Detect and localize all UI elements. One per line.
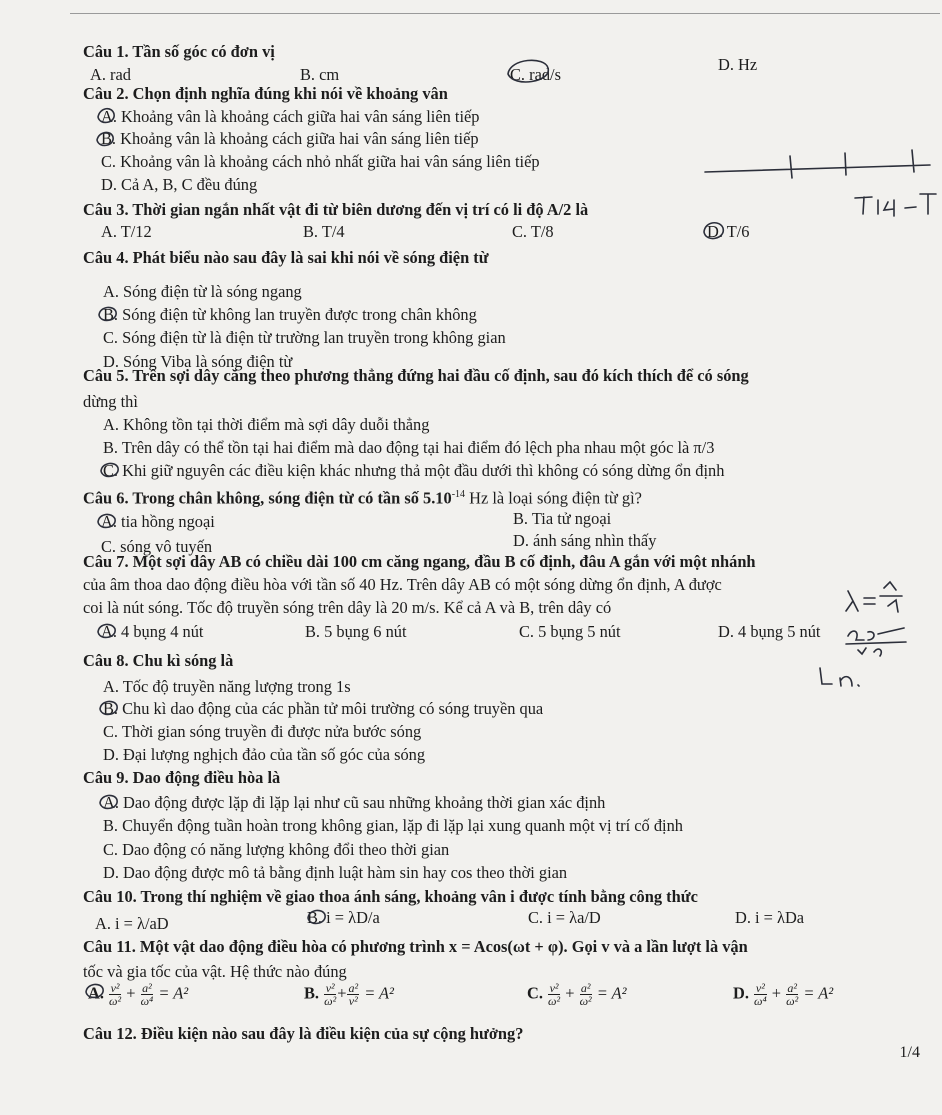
q1-option-c: C. rad/s xyxy=(510,65,561,84)
circle-q2-b xyxy=(97,132,113,145)
q6-option-b: B. Tia tử ngoại xyxy=(513,509,612,528)
sketch-line xyxy=(705,150,930,178)
q6-stem: Câu 6. Trong chân không, sóng điện từ có tần số $5.10^{-14}$ Hz là loại sóng điện từ gì? xyxy=(83,488,642,508)
q9-option-b: B. Chuyển động tuần hoàn trong không gian, lặp đi lặp lại xung quanh một vị trí cố định xyxy=(103,816,683,835)
q3-option-d: D. T/6 xyxy=(707,222,750,241)
q12-stem: Câu 12. Điều kiện nào sau đây là điều kiện của sự cộng hưởng? xyxy=(83,1024,524,1043)
circle-q4-b xyxy=(99,307,116,320)
q11-option-a: A. $\frac{\text{v²}}{\text{ω²}}$ + $\frac{\text{a²}}{\text{ω⁴}}$ = A² xyxy=(88,981,189,1008)
q11-stem-2: tốc và gia tốc của vật. Hệ thức nào đúng xyxy=(83,962,347,981)
q10-option-d: D. i = λDa xyxy=(735,908,805,927)
q6-option-c: C. sóng vô tuyến xyxy=(101,537,213,556)
q10-option-c: C. i = λa/D xyxy=(528,908,601,927)
q5-option-b: B. Trên dây có thể tồn tại hai điểm mà dao động tại hai điểm đó lệch pha nhau một góc là π/3 xyxy=(103,438,715,457)
circle-q3-d xyxy=(704,223,723,239)
q1-stem: Câu 1. Tần số góc có đơn vị xyxy=(83,42,275,61)
q6-exponent: -14 xyxy=(451,489,466,500)
q3-option-c: C. T/8 xyxy=(512,222,554,241)
circle-q1-c xyxy=(508,60,548,82)
q7-option-d: D. 4 bụng 5 nút xyxy=(718,622,821,641)
sketch-fraction xyxy=(846,628,906,656)
q6-option-d: D. ánh sáng nhìn thấy xyxy=(513,531,657,550)
sketch-l-n xyxy=(820,668,859,686)
q2-option-c: C. Khoảng vân là khoảng cách nhỏ nhất giữa hai vân sáng liên tiếp xyxy=(101,152,540,171)
q5-stem-2: dừng thì xyxy=(83,392,138,411)
frac-a2-w4: $\frac{\text{a²}}{\text{ω⁴}}$ xyxy=(140,981,154,1008)
q7-stem-3: coi là nút sóng. Tốc độ truyền sóng trên dây là 20 m/s. Kể cả A và B, trên dây có xyxy=(83,598,612,617)
q8-option-c: C. Thời gian sóng truyền đi được nửa bước sóng xyxy=(103,722,422,741)
circle-q9-a xyxy=(100,795,117,808)
circle-q2-a xyxy=(98,109,114,123)
frac-v2-w2: $\frac{\text{v²}}{\text{ω²}}$ xyxy=(109,981,122,1008)
q10-option-b: B. i = λD/a xyxy=(307,908,380,927)
q7-option-b: B. 5 bụng 6 nút xyxy=(305,622,407,641)
circle-q10-b xyxy=(308,910,325,923)
q4-stem: Câu 4. Phát biểu nào sau đây là sai khi nói về sóng điện từ xyxy=(83,248,489,267)
q4-option-a: A. Sóng điện từ là sóng ngang xyxy=(103,282,302,301)
q5-stem: Câu 5. Trên sợi dây căng theo phương thẳng đứng hai đầu cố định, sau đó kích thích để có sóng xyxy=(83,366,749,385)
q6-option-a: A. tia hồng ngoại xyxy=(101,512,215,531)
circle-q5-c xyxy=(101,463,118,476)
q11-option-d: D. $\frac{\text{v²}}{\text{ω⁴}}$ + $\frac{\text{a²}}{\text{ω²}}$ = A² xyxy=(733,981,834,1008)
q8-stem: Câu 8. Chu kì sóng là xyxy=(83,651,234,670)
q8-option-b: B. Chu kì dao động của các phần tử môi trường có sóng truyền qua xyxy=(103,699,544,718)
q7-option-c: C. 5 bụng 5 nút xyxy=(519,622,621,641)
q11-option-c: C. $\frac{\text{v²}}{\text{ω²}}$ + $\frac{\text{a²}}{\text{ω²}}$ = A² xyxy=(527,981,627,1008)
q1-option-d: D. Hz xyxy=(718,55,758,74)
q1-option-b: B. cm xyxy=(300,65,340,84)
q5-option-a: A. Không tồn tại thời điểm mà sợi dây duỗi thẳng xyxy=(103,415,430,434)
q9-option-a: A. Dao động được lặp đi lặp lại như cũ sau những khoảng thời gian xác định xyxy=(103,793,606,812)
q11-option-b: B. $\frac{\text{v²}}{\text{ω²}}$ + $\frac{\text{a²}}{\text{v²}}$ = A² xyxy=(304,981,394,1008)
q2-option-a: A. Khoảng vân là khoảng cách giữa hai vân sáng liên tiếp xyxy=(101,107,480,126)
q4-option-b: B. Sóng điện từ không lan truyền được trong chân không xyxy=(103,305,477,324)
q7-option-a: A. 4 bụng 4 nút xyxy=(101,622,204,641)
q3-option-b: B. T/4 xyxy=(303,222,345,241)
q9-option-d: D. Dao động được mô tả bằng định luật hàm sin hay cos theo thời gian xyxy=(103,863,568,882)
q2-option-b: B. Khoảng vân là khoảng cách giữa hai vân sáng liên tiếp xyxy=(101,129,479,148)
q3-stem: Câu 3. Thời gian ngắn nhất vật đi từ biên dương đến vị trí có li độ A/2 là xyxy=(83,200,589,219)
q7-stem-2: của âm thoa dao động điều hòa với tần số 40 Hz. Trên dây AB có một sóng dừng ổn định, A được xyxy=(83,575,722,594)
q1-option-a: A. rad xyxy=(90,65,131,84)
sketch-lambda-eq xyxy=(846,582,902,612)
q6-stem-tail: Hz là loại sóng điện từ gì? xyxy=(465,488,642,508)
q4-option-c: C. Sóng điện từ là điện từ trường lan truyền trong không gian xyxy=(103,328,506,347)
q9-stem: Câu 9. Dao động điều hòa là xyxy=(83,768,281,787)
sketch-t14 xyxy=(855,194,936,216)
q8-option-a: A. Tốc độ truyền năng lượng trong 1s xyxy=(103,677,351,696)
q8-option-d: D. Đại lượng nghịch đảo của tần số góc của sóng xyxy=(103,745,426,764)
q11-stem: Câu 11. Một vật dao động điều hòa có phương trình x = Acos(ωt + φ). Gọi v và a lần lượt là vận xyxy=(83,937,748,956)
q4-option-d: D. Sóng Viba là sóng điện từ xyxy=(103,352,293,371)
q7-stem: Câu 7. Một sợi dây AB có chiều dài 100 cm căng ngang, đầu B cố định, đâu A gắn với một nhánh xyxy=(83,552,756,571)
q10-option-a: A. i = λ/aD xyxy=(95,914,169,933)
page-number: 1/4 xyxy=(899,1044,920,1061)
q5-option-c: C. Khi giữ nguyên các điều kiện khác nhưng thả một đầu dưới thì không có sóng dừng ổn định xyxy=(103,461,725,480)
q3-option-a: A. T/12 xyxy=(101,222,152,241)
q9-option-c: C. Dao động có năng lượng không đổi theo thời gian xyxy=(103,840,450,859)
circle-q11-a xyxy=(86,984,103,997)
circle-q7-a xyxy=(98,624,115,637)
q2-stem: Câu 2. Chọn định nghĩa đúng khi nói về khoảng vân xyxy=(83,84,448,103)
q10-stem: Câu 10. Trong thí nghiệm về giao thoa ánh sáng, khoảng vân i được tính bằng công thức xyxy=(83,887,698,906)
circle-q6-a xyxy=(98,514,115,527)
circle-q8-b xyxy=(100,701,117,714)
q2-option-d: D. Cả A, B, C đều đúng xyxy=(101,175,258,194)
